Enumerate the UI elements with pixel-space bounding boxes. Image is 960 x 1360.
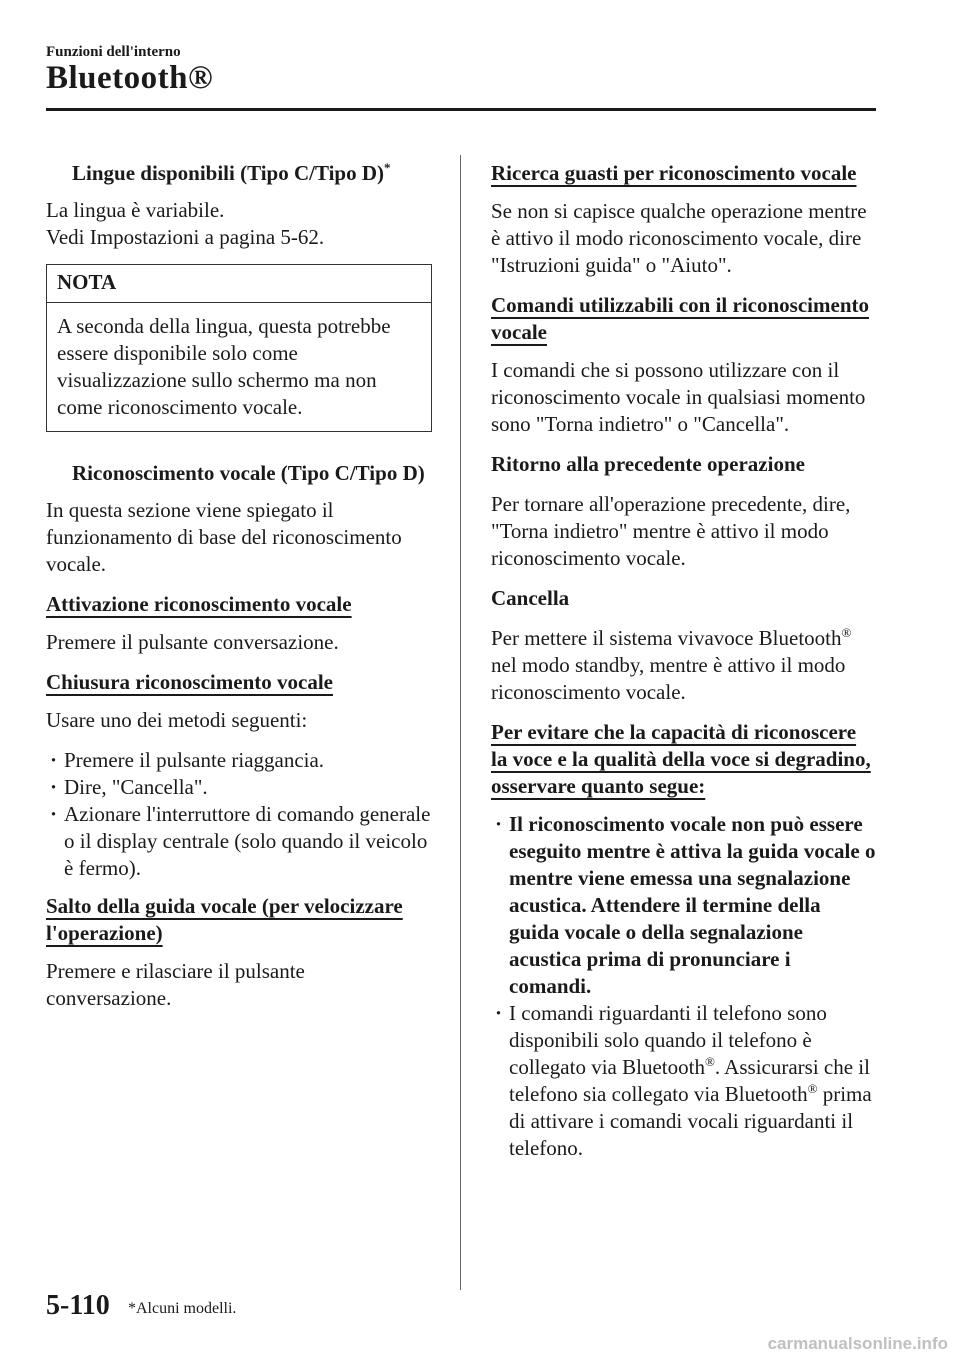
footnote-mark: * — [384, 160, 391, 175]
troubleshoot-heading: Ricerca guasti per riconoscimento vocale — [491, 161, 857, 185]
languages-text-2: Vedi Impostazioni a pagina 5-62. — [46, 225, 325, 249]
languages-text-1: La lingua è variabile. — [46, 198, 225, 222]
avoid-bullet-list — [491, 811, 876, 1162]
note-label: NOTA — [47, 265, 431, 303]
header-rule — [46, 108, 876, 111]
return-heading: Ritorno alla precedente operazione — [491, 452, 805, 476]
right-column — [491, 160, 876, 1173]
page-number: 5-110 — [46, 1290, 110, 1321]
commands-heading: Comandi utilizzabili con il riconoscimento vocale — [491, 293, 869, 344]
languages-title: Lingue disponibili (Tipo C/Tipo D)* — [72, 160, 391, 185]
registered-mark: ® — [704, 1054, 715, 1069]
cancel-heading: Cancella — [491, 586, 570, 610]
closing-bullet-list — [46, 747, 432, 882]
voice-intro: In questa sezione viene spiegato il funzionamento di base del riconoscimento vocale. — [46, 498, 402, 576]
avoid-heading: Per evitare che la capacità di riconoscere la voce e la qualità della voce si degradino, osservare quanto segue: — [491, 720, 871, 798]
list-item: · I comandi riguardanti il telefono sono disponibili solo quando il telefono è collegato via Bluetooth®. Assicurarsi che il telefono sia collegato via Bluetooth® prima di attivare i comandi vocali riguardanti il telefono. — [491, 1000, 876, 1162]
return-text: Per tornare all'operazione precedente, dire, "Torna indietro" mentre è attivo il modo riconoscimento vocale. — [491, 492, 851, 570]
closing-heading: Chiusura riconoscimento vocale — [46, 670, 333, 694]
commands-text: I comandi che si possono utilizzare con il riconoscimento vocale in qualsiasi momento sono "Torna indietro" o "Cancella". — [491, 358, 866, 436]
closing-intro: Usare uno dei metodi seguenti: — [46, 708, 308, 732]
watermark: carmanualsonline.info — [767, 1334, 948, 1353]
section-label: Funzioni dell'interno — [46, 44, 181, 60]
activation-text: Premere il pulsante conversazione. — [46, 630, 339, 654]
cancel-text: Per mettere il sistema vivavoce Bluetooth® nel modo standby, mentre è attivo il modo riconoscimento vocale. — [491, 625, 852, 704]
voice-title: Riconoscimento vocale (Tipo C/Tipo D) — [72, 461, 425, 485]
column-divider — [460, 155, 461, 1290]
footnote: *Alcuni modelli. — [128, 1300, 237, 1317]
left-column — [46, 160, 432, 1025]
page-title: Bluetooth® — [46, 60, 214, 96]
list-item: · Il riconoscimento vocale non può essere eseguito mentre è attiva la guida vocale o mentre viene emessa una segnalazione acustica. Attendere il termine della guida vocale o della segnalazione acustica prima di pronunciare i comandi. — [491, 811, 876, 1000]
registered-mark: ® — [807, 1081, 818, 1096]
registered-mark: ® — [841, 625, 852, 640]
list-item: · Premere il pulsante riaggancia. — [46, 747, 432, 774]
troubleshoot-text: Se non si capisce qualche operazione mentre è attivo il modo riconoscimento vocale, dire "Istruzioni guida" o "Aiuto". — [491, 199, 867, 277]
skip-text: Premere e rilasciare il pulsante conversazione. — [46, 959, 305, 1010]
activation-heading: Attivazione riconoscimento vocale — [46, 592, 352, 616]
note-text: A seconda della lingua, questa potrebbe essere disponibile solo come visualizzazione sullo schermo ma non come riconoscimento vocale. — [57, 314, 391, 419]
skip-heading: Salto della guida vocale (per velocizzare l'operazione) — [46, 894, 403, 945]
list-item: · Dire, "Cancella". — [46, 774, 432, 801]
list-item: · Azionare l'interruttore di comando generale o il display centrale (solo quando il veicolo è fermo). — [46, 801, 432, 882]
note-box — [46, 264, 432, 432]
